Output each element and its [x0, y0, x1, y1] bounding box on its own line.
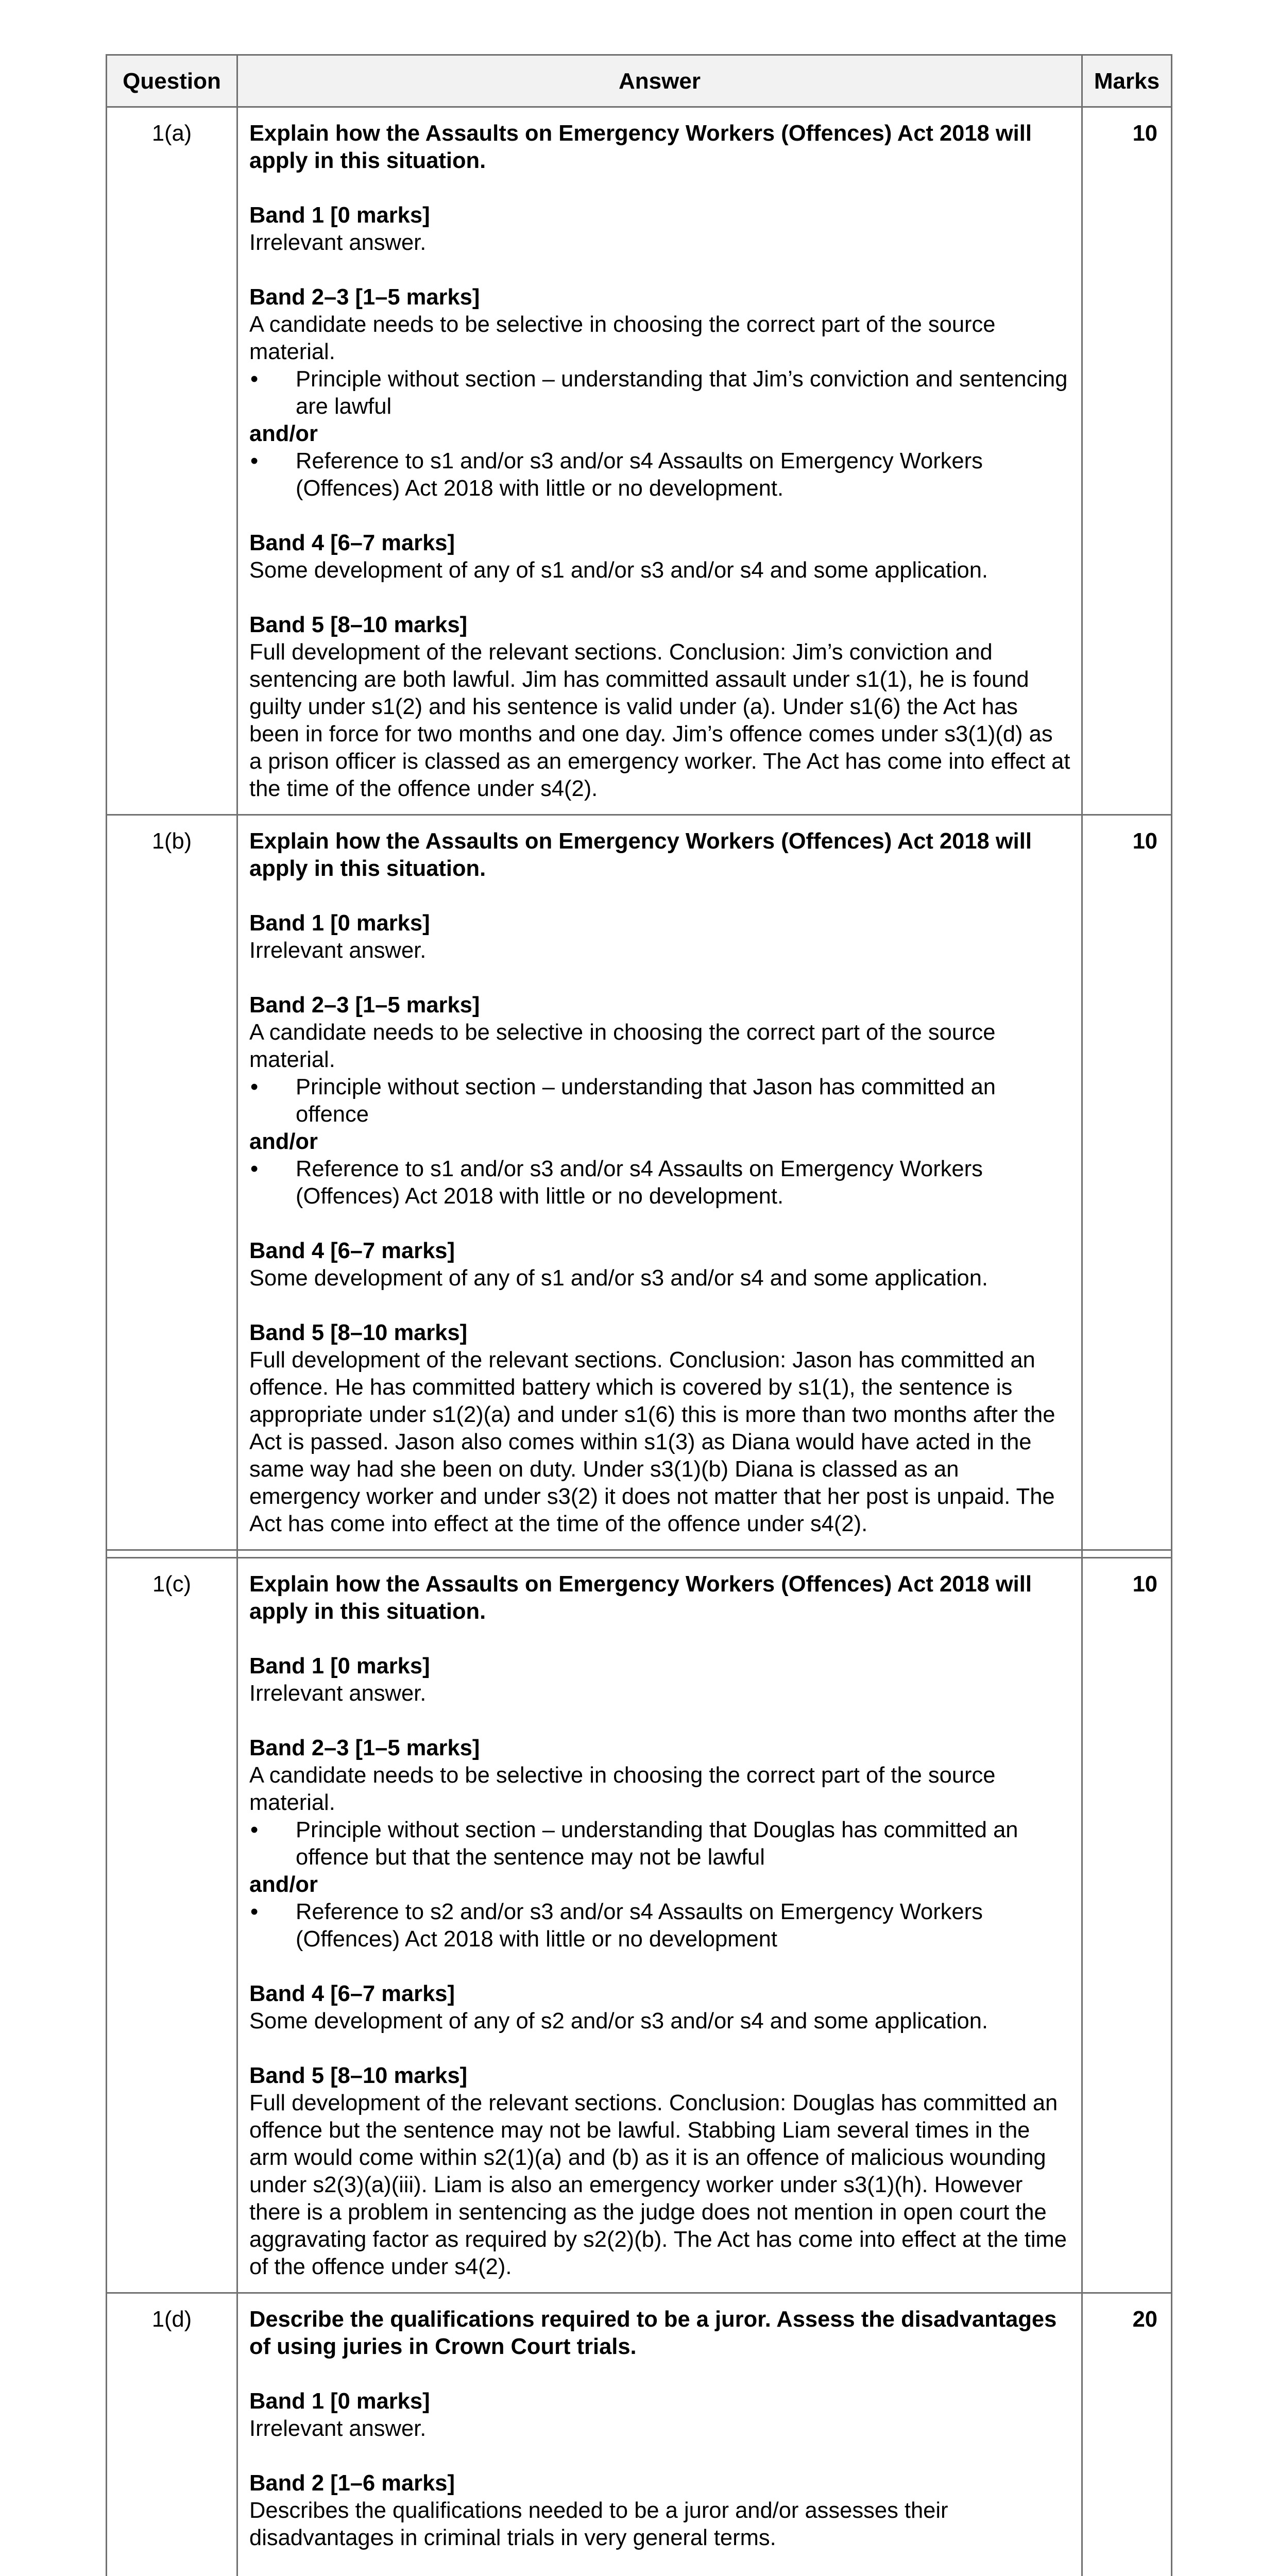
bullet-item [249, 1817, 1071, 1871]
bullet-text: Principle without section – understanding that Jim’s conviction and sentencing are lawful [296, 367, 1068, 419]
band-heading: Band 2 [1–6 marks] [249, 2471, 455, 2496]
split-cell [237, 1550, 1082, 1558]
marks-value: 10 [1082, 1558, 1172, 2293]
question-number: 1(a) [107, 107, 237, 815]
band-heading: Band 1 [0 marks] [249, 1654, 430, 1679]
band-description: Some development of any of s1 and/or s3 and/or s4 and some application. [249, 1266, 988, 1291]
bullet-item [249, 1074, 1071, 1128]
band-block [249, 1653, 1071, 1707]
band-description: Full development of the relevant sections. Conclusion: Jim’s conviction and sentencing are both lawful. Jim has committed assault under s1(1), he is found guilty under s1(2) and his sentence is valid under (a). Under s1(6) the Act has been in force for two months and one day. Jim’s offence comes under s3(1)(d) as a prison officer is classed as an emergency worker. The Act has come into effect at the time of the offence under s4(2). [249, 640, 1070, 801]
band-heading: Band 4 [6–7 marks] [249, 1981, 455, 2006]
band-description: A candidate needs to be selective in choosing the correct part of the source material. [249, 312, 996, 364]
band-heading: Band 5 [8–10 marks] [249, 1320, 468, 1345]
band-description: Irrelevant answer. [249, 1681, 427, 1706]
band-block [249, 1735, 1071, 1953]
band-block [249, 2470, 1071, 2552]
table-row [107, 1558, 1172, 2293]
bullet-text: Principle without section – understanding that Jason has committed an offence [296, 1075, 996, 1127]
band-description: Some development of any of s2 and/or s3 and/or s4 and some application. [249, 2009, 988, 2033]
band-heading: Band 1 [0 marks] [249, 203, 430, 228]
band-block [249, 530, 1071, 584]
question-column-header: Question [107, 55, 237, 107]
band-description: A candidate needs to be selective in choosing the correct part of the source material. [249, 1020, 996, 1072]
band-heading: Band 1 [0 marks] [249, 2389, 430, 2414]
table-row [107, 2293, 1172, 2576]
band-description: Irrelevant answer. [249, 230, 427, 255]
marks-value: 20 [1082, 2293, 1172, 2576]
bullet-icon: • [250, 1075, 259, 1099]
band-block [249, 1980, 1071, 2035]
band-heading: Band 5 [8–10 marks] [249, 613, 468, 637]
band-block [249, 2062, 1071, 2281]
and-or-label: and/or [249, 1129, 318, 1154]
question-number: 1(b) [107, 815, 237, 1550]
and-or-label: and/or [249, 1872, 318, 1897]
question-number: 1(c) [107, 1558, 237, 2293]
split-row [107, 1550, 1172, 1558]
question-number: 1(d) [107, 2293, 237, 2576]
bullet-text: Reference to s1 and/or s3 and/or s4 Assaults on Emergency Workers (Offences) Act 2018 with little or no development. [296, 449, 983, 501]
answer-cell [237, 2293, 1082, 2576]
table-row [107, 107, 1172, 815]
band-heading: Band 4 [6–7 marks] [249, 1239, 455, 1263]
question-title: Explain how the Assaults on Emergency Workers (Offences) Act 2018 will apply in this situation. [249, 121, 1032, 173]
band-heading: Band 2–3 [1–5 marks] [249, 285, 480, 310]
band-description: Irrelevant answer. [249, 938, 427, 963]
bullet-icon: • [250, 367, 259, 392]
band-block [249, 612, 1071, 803]
band-description: A candidate needs to be selective in choosing the correct part of the source material. [249, 1763, 996, 1815]
band-heading: Band 2–3 [1–5 marks] [249, 1736, 480, 1760]
bullet-item [249, 1156, 1071, 1210]
mark-scheme-table [106, 54, 1172, 2576]
marks-value: 10 [1082, 815, 1172, 1550]
question-title: Explain how the Assaults on Emergency Workers (Offences) Act 2018 will apply in this situation. [249, 1572, 1032, 1624]
bullet-icon: • [250, 1900, 259, 1924]
marks-value: 10 [1082, 107, 1172, 815]
bullet-item [249, 366, 1071, 420]
band-heading: Band 4 [6–7 marks] [249, 531, 455, 555]
answer-column-header: Answer [237, 55, 1082, 107]
band-description: Describes the qualifications needed to be a juror and/or assesses their disadvantages in criminal trials in very general terms. [249, 2498, 948, 2550]
band-heading: Band 5 [8–10 marks] [249, 2063, 468, 2088]
band-description: Some development of any of s1 and/or s3 and/or s4 and some application. [249, 558, 988, 583]
bullet-icon: • [250, 449, 259, 473]
bullet-item [249, 448, 1071, 502]
answer-cell [237, 815, 1082, 1550]
band-block [249, 992, 1071, 1210]
bullet-icon: • [250, 1818, 259, 1842]
split-cell [107, 1550, 237, 1558]
band-description: Full development of the relevant sections. Conclusion: Jason has committed an offence. He has committed battery which is covered by s1(1), the sentence is appropriate under s1(2)(a) and under s1(6) this is more than two months after the Act is passed. Jason also comes within s1(3) as Diana would have acted in the same way had she been on duty. Under s3(1)(b) Diana is classed as an emergency worker and under s3(2) it does not matter that her post is unpaid. The Act has come into effect at the time of the offence under s4(2). [249, 1348, 1055, 1536]
bullet-text: Principle without section – understanding that Douglas has committed an offence but that the sentence may not be lawful [296, 1818, 1018, 1870]
band-block [249, 910, 1071, 964]
marks-column-header: Marks [1082, 55, 1172, 107]
band-heading: Band 1 [0 marks] [249, 911, 430, 936]
band-description: Full development of the relevant sections. Conclusion: Douglas has committed an offence but the sentence may not be lawful. Stabbing Liam several times in the arm would come within s2(1)(a) and (b) as it is an offence of malicious wounding under s2(3)(a)(iii). Liam is also an emergency worker under s3(1)(h). However there is a problem in sentencing as the judge does not mention in open court the aggravating factor as required by s2(2)(b). The Act has come into effect at the time of the offence under s4(2). [249, 2091, 1067, 2279]
bullet-item [249, 1899, 1071, 1953]
band-heading: Band 2–3 [1–5 marks] [249, 993, 480, 1018]
question-title: Explain how the Assaults on Emergency Workers (Offences) Act 2018 will apply in this situation. [249, 829, 1032, 881]
band-block [249, 1319, 1071, 1538]
answer-cell [237, 1558, 1082, 2293]
band-description: Irrelevant answer. [249, 2416, 427, 2441]
and-or-label: and/or [249, 421, 318, 446]
bullet-icon: • [250, 1157, 259, 1181]
question-title: Describe the qualifications required to be a juror. Assess the disadvantages of using juries in Crown Court trials. [249, 2307, 1057, 2359]
bullet-text: Reference to s1 and/or s3 and/or s4 Assaults on Emergency Workers (Offences) Act 2018 with little or no development. [296, 1157, 983, 1209]
answer-cell [237, 107, 1082, 815]
bullet-text: Reference to s2 and/or s3 and/or s4 Assaults on Emergency Workers (Offences) Act 2018 with little or no development [296, 1900, 983, 1952]
table-header-row [107, 55, 1172, 107]
band-block [249, 202, 1071, 257]
band-block [249, 1238, 1071, 1292]
band-block [249, 2388, 1071, 2443]
split-cell [1082, 1550, 1172, 1558]
table-row [107, 815, 1172, 1550]
band-block [249, 284, 1071, 502]
